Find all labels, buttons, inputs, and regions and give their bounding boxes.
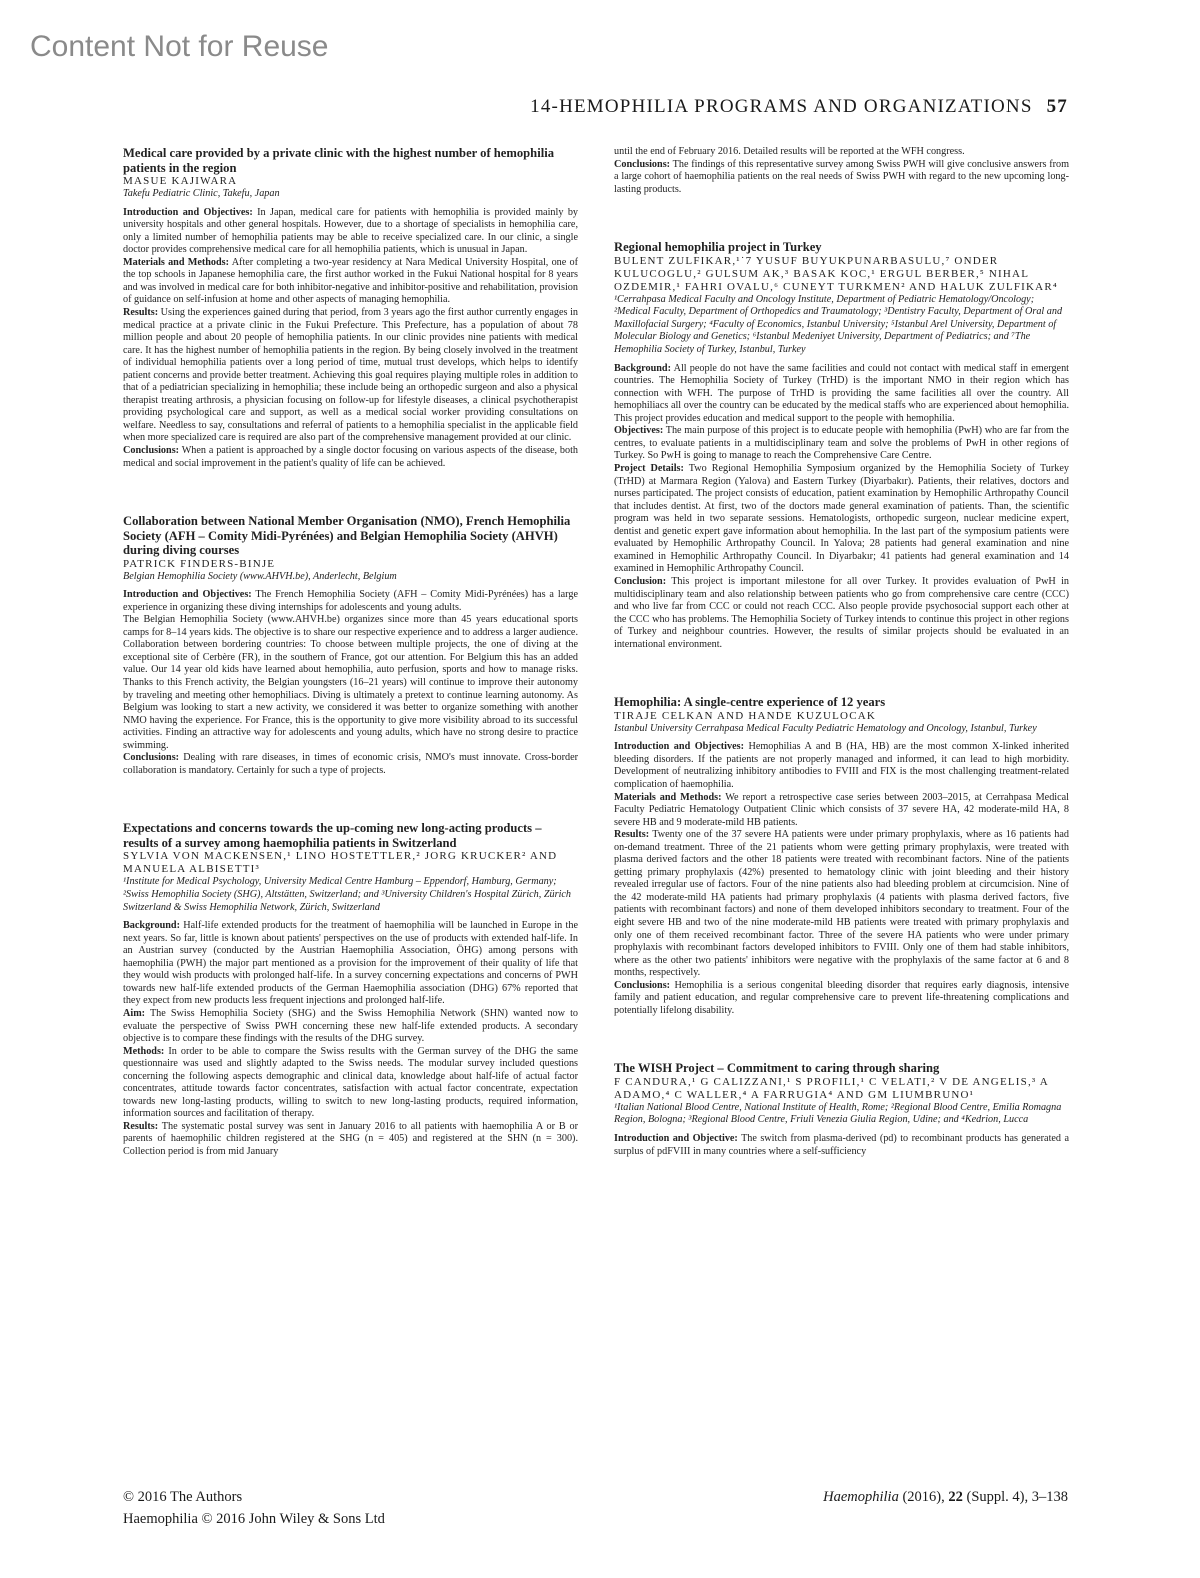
article-private-clinic [123, 146, 578, 470]
article-authors: PATRICK FINDERS-BINJE [123, 557, 276, 570]
journal-name: Haemophilia [823, 1489, 899, 1505]
section-methods [614, 792, 1069, 830]
section-text: The Belgian Hemophilia Society (www.AHVH.be) organizes since more than 45 years educational sports camps for 8–14 years kids. The objective is to share our respective experience and to address a larger audience. Collaboration between bordering countries: To choose between multiple projects, the one of diving at the exceptional site of Cerbère (FR), in the southern of France, got our attention. For Belgium this has an added value. Our 14 year old kids have learned about hemophilia, auto perfusion, sports and how to manage risks. Thanks to this French activity, the Belgian youngsters (16–21 years) will continue to improve their autonomy by traveling and meeting other hemophiliacs. Diving is ultimately a pretext to continue learning autonomy. As Belgium was looking to start a new activity, we considered it was better to organize something with another NMO having the experience. For France, this is the opportunity to give more visibility abroad to its successful activities. Finding an attractive way for adolescents and young adults, which have no strong desire to practice swimming. [123, 614, 578, 751]
section-text: The systematic postal survey was sent in January 2016 to all patients with haemophilia A or B or parents of haemophilic children registered at the SHG (n = 405) and registered at the SHN (n = 300). Collection period is from mid January [123, 1120, 578, 1157]
section-aim [123, 1008, 578, 1046]
section-text: The main purpose of this project is to educate people with hemophilia (PwH) who are far from the centres, to evaluate patients in a multidisciplinary team and solve the problems of PwH in other regions of Turkey. So PwH is going to manage to reach the Comprehensive Care Centre. [614, 425, 1069, 462]
section-methods [123, 1046, 578, 1121]
section-text: Hemophilia is a serious congenital bleeding disorder that requires early diagnosis, intensive family and patient education, and regular comprehensive care to prevent life-threatening complications and potentially lifelong disability. [614, 979, 1069, 1016]
section-heading: Conclusions: [123, 444, 180, 456]
section-text: This project is important milestone for all over Turkey. It provides evaluation of PwH in multidisciplinary team and also relationship between patients who go from comprehensive care centre (CCC) and who live far from CCC or could not reach CCC. Also people provide psychosocial support each other at the CCC who has problems. The Hemophilia Society of Turkey intends to continue this project in other regions of Turkey and neighbour countries. However, the results of similar projects should be evaluated in an international environment. [614, 575, 1069, 650]
section-results [123, 1121, 578, 1159]
section-methods [123, 257, 578, 307]
section-heading: Aim: [123, 1007, 146, 1019]
section-text: We report a retrospective case series between 2003–2015, at Cerrahpasa Medical Faculty Pediatric Hematology Outpatient Clinic which consists of 37 severe HA, 42 moderate-mild HA, 8 severe HB and 9 moderate-mild HB patients. [614, 791, 1069, 828]
section-conclusions [123, 445, 578, 470]
section-results [614, 829, 1069, 980]
section-text: When a patient is approached by a single doctor focusing on various aspects of the disease, both medical and social improvement in the patient's quality of life can be achieved. [123, 444, 578, 469]
article-diving-courses [123, 514, 578, 777]
section-text: Dealing with rare diseases, in times of economic crisis, NMO's must innovate. Cross-border collaboration is mandatory. Certainly for such a type of projects. [123, 752, 578, 776]
page-number: 57 [1046, 96, 1068, 117]
section-continuation [614, 146, 1069, 159]
footer-citation [823, 1486, 1068, 1508]
article-title: Expectations and concerns towards the up-coming new long-acting products – results of a survey among haemophilia patients in Switzerland [123, 821, 542, 850]
section-heading: Introduction and Objectives: [614, 741, 744, 753]
right-column [614, 146, 1069, 1202]
article-swiss-survey-continued [614, 146, 1069, 196]
article-authors: F CANDURA,¹ G CALIZZANI,¹ S PROFILI,¹ C VELATI,² V DE ANGELIS,³ A ADAMO,⁴ C WALLER,⁴ A FARRUGIA⁴ AND GM LIUMBRUNO¹ [614, 1075, 1049, 1101]
article-affiliation: ¹Cerrahpasa Medical Faculty and Oncology Institute, Department of Pediatric Hematology/Oncology; ²Medical Faculty, Department of Orthopedics and Traumatology; ³Dentistry Faculty, Department of Oral and Maxillofacial Surgery; ⁴Faculty of Economics, Istanbul University; ⁵Istanbul Arel University, Department of Molecular Biology and Genetics; ⁶Istanbul Medeniyet University, Department of Pediatrics; and ⁷The Hemophilia Society of Turkey, Istanbul, Turkey [614, 293, 1063, 356]
section-heading: Results: [123, 306, 159, 318]
section-heading: Conclusion: [614, 575, 667, 587]
article-turkey-project [614, 240, 1069, 651]
section-results [123, 307, 578, 445]
article-swiss-survey [123, 821, 578, 1158]
article-affiliation: Takefu Pediatric Clinic, Takefu, Japan [123, 188, 280, 199]
section-heading: Methods: [123, 1045, 165, 1057]
running-head [530, 96, 1068, 118]
article-affiliation: ¹Italian National Blood Centre, National Institute of Health, Rome; ²Regional Blood Centre, Emilia Romagna Region, Bologna; ³Regional Blood Centre, Friuli Venezia Giulia Region, Udine; and ⁴Kedrion, Lucca [614, 1101, 1062, 1126]
copyright-line: © 2016 The Authors [123, 1489, 243, 1505]
section-text: Hemophilias A and B (HA, HB) are the most common X-linked inherited bleeding disorders. If the patients are not properly managed and informed, it can lead to high morbidity. Development of neutralizing inhibitory antibodies to FVIII and FIX is the most challenging treatment-related complication of haemophilia. [614, 741, 1070, 790]
section-text: In order to be able to compare the Swiss results with the German survey of the DHG the same questionnaire was used and slightly adapted to the Swiss needs. The modular survey included questions concerning the following aspects demographic and clinical data, knowledge about half-life of actual factor concentrates, attitude towards factor concentrates, satisfaction with actual factor concentrate, expectation towards new long-lasting products, willing to switch to new long-lasting products, required information, information sources and facilitation of therapy. [123, 1045, 578, 1120]
article-title: Hemophilia: A single-centre experience of 12 years [614, 695, 886, 710]
section-project-details [614, 463, 1069, 576]
section-heading: Results: [123, 1120, 159, 1132]
section-heading: Materials and Methods: [123, 256, 230, 268]
section-introduction [123, 589, 578, 614]
section-text: Half-life extended products for the treatment of haemophilia will be launched in Europe in the next years. So far, little is known about patients' perspectives on the use of products with extended half-life. In an Austrian survey (conducted by the Austrian Haemophilia Association, ÖHG) among persons with haemophilia (PWH) the major part mentioned as a provision for the improvement of their quality of life that they would wish products with prolonged half-life. In a survey concerning expectations and concerns of PWH towards new half-life extended products of the German Haemophilia association (DHG) 67% reported that they expect from new products less frequent injections and prolonged half-life. [123, 920, 578, 1007]
section-background [614, 363, 1069, 426]
section-text: Two Regional Hemophilia Symposium organized by the Hemophilia Society of Turkey (TrHD) at Marmara Region (Yalova) and Eastern Turkey (Diyarbakır). Patients, their relatives, doctors and nurses participated. The project consists of education, patient examination by Hemophilic Arthropathy Council that includes dentist. At first, two of the doctors made general examination of patients. Than, the scientific program was held in two separate sessions. Hematologists, orthopedic surgeon, nuclear medicine expert, dentist and genetic expert gave information about hemophilia. In the last part of the symposium patients were evaluated by Hemophilic Arthropathy Council. In Yalova; 28 patients had general examination and nine examined in Hemophilic Arthropathy Council. In Diyarbakır; 41 patients had general examination and 14 examined in Hemophilic Arthropathy Council. [614, 463, 1070, 575]
section-heading: Project Details: [614, 463, 684, 475]
section-text: Twenty one of the 37 severe HA patients were under primary prophylaxis, where as 16 patients had on-demand treatment. Three of the 21 patients whom were getting primary prophylaxis, were treated with plasma derived factors and the other 18 patients were treated with recombinant factors. Nine of the patients getting primary prophylaxis (42%) presented to hematology clinic with joint bleeding and their history revealed irregular use of factors. Four of the nine patients also had bleeding problem at circumcision. Nine of the 42 moderate-mild HA patients had primary prophylaxis (4 patients with plasma derived factors, five patients with recombinant factors) and none of them developed inhibitors secondary to treatment. Four of the eight severe HB and two of the nine moderate-mild HB patients were treated with primary prophylaxis and only one of them received recombinant factor. Three of the severe HA patients who were under primary prophylaxis with recombinant factors developed inhibitors to FVIII. Only one of them had stable inhibitors, where as the other two patients' inhibitors were negative with the prophylaxis of the same factor at 6 and 8 months, respectively. [614, 829, 1069, 979]
article-affiliation: Belgian Hemophilia Society (www.AHVH.be), Anderlecht, Belgium [123, 570, 397, 582]
section-text: until the end of February 2016. Detailed results will be reported at the WFH congress. [614, 146, 965, 157]
section-conclusions [614, 159, 1069, 197]
section-text: Using the experiences gained during that period, from 3 years ago the first author currently engages in medical practice at a private clinic in the Fukui Prefecture. This Prefecture, has a population of about 78 million people and about 20 people of hemophilia patients. In our clinic provides nine patients with medical care. It has the highest number of hemophilia patients in the region. By being closely involved in the treatment of individual hemophilia patients over a long period of time, mutual trust develops, which helps to identify patient concerns and provide better treatment. Achieving this goal requires playing multiple roles in addition to that of a pediatrician specializing in hemophilia; these include being an orthopedic surgeon and also a physical therapist treating arthrosis, a physician focusing on follow-up for lifestyle diseases, a clinical psychotherapist providing psychological care and support, as well as a medical social worker providing consultations on welfare. Needless to say, consultations and referral of patients to a hemophilia specialist in the applicable field when more specialized care is required are also part of the comprehensive management provided at our clinic. [123, 306, 578, 444]
section-heading: Materials and Methods: [614, 791, 722, 803]
article-wish-project [614, 1061, 1069, 1158]
article-title: Collaboration between National Member Organisation (NMO), French Hemophilia Society (AFH – Comity Midi-Pyrénées) and Belgian Hemophilia Society (AHVH) during diving courses [123, 514, 571, 558]
section-text: The findings of this representative survey among Swiss PWH will give conclusive answers from a large cohort of haemophilia patients on the real needs of Swiss PWH with regard to the new upcoming long-lasting products. [614, 158, 1069, 195]
article-single-centre [614, 695, 1069, 1017]
section-objectives [614, 425, 1069, 463]
section-conclusion [614, 576, 1069, 651]
section-heading: Conclusions: [614, 979, 671, 991]
left-column [123, 146, 578, 1203]
article-affiliation: Istanbul University Cerrahpasa Medical Faculty Pediatric Hematology and Oncology, Istanbul, Turkey [614, 722, 1037, 734]
section-introduction [614, 741, 1069, 791]
section-heading: Background: [123, 920, 180, 932]
section-heading: Results: [614, 829, 650, 841]
article-title: Regional hemophilia project in Turkey [614, 240, 822, 255]
journal-year: (2016), [902, 1489, 945, 1505]
watermark: Content Not for Reuse [30, 30, 329, 63]
section-text: The switch from plasma-derived (pd) to recombinant products has generated a surplus of pdFVIII in many countries where a self-sufficiency [614, 1133, 1069, 1157]
section-body [123, 614, 578, 752]
section-heading: Background: [614, 362, 671, 374]
article-authors: MASUE KAJIWARA [123, 175, 238, 187]
section-text: The French Hemophilia Society (AFH – Comity Midi-Pyrénées) has a large experience in organizing these diving internships for adolescents and young adults. [123, 589, 578, 613]
section-heading: Introduction and Objectives: [123, 206, 253, 218]
section-text: In Japan, medical care for patients with hemophilia is provided mainly by university hospitals and other general hospitals. However, due to a shortage of specialists in hemophilia care, only a limited number of hemophilia patients may be able to receive specialized care. In our clinic, a single doctor provides comprehensive medical care for all hemophilia patients, which is unusual in Japan. [123, 206, 579, 256]
section-text: After completing a two-year residency at Nara Medical University Hospital, one of the top schools in Japanese hemophilia care, the first author worked in the Fukui National hospital for 8 years and was involved in medical care for both inhibitor-negative and inhibitor-positive and rehabilitation, provision of guidance on self-infusion at home and other aspects of managing hemophilia. [123, 256, 578, 306]
article-affiliation: ¹Institute for Medical Psychology, University Medical Centre Hamburg – Eppendorf, Hamburg, Germany; ²Swiss Hemophilia Society (SHG), Altstätten, Switzerland; and ³University Children's Hospital Zürich, Zürich Switzerland & Swiss Hemophilia Network, Zürich, Switzerland [123, 876, 572, 913]
footer-copyright [123, 1486, 385, 1530]
article-authors: BULENT ZULFIKAR,¹˙7 YUSUF BUYUKPUNARBASULU,⁷ ONDER KULUCOGLU,² GULSUM AK,³ BASAK KOC,¹ ERGUL BERBER,⁵ NIHAL OZDEMIR,¹ FAHRI OVALU,⁶ CUNEYT TURKMEN² AND HALUK ZULFIKAR⁴ [614, 254, 1058, 293]
section-background [123, 920, 578, 1008]
section-introduction [123, 207, 578, 257]
section-heading: Introduction and Objectives: [123, 589, 252, 601]
copyright-line: Haemophilia © 2016 John Wiley & Sons Ltd [123, 1511, 385, 1527]
section-title: 14-HEMOPHILIA PROGRAMS AND ORGANIZATIONS [530, 96, 1033, 117]
article-title: Medical care provided by a private clinic with the highest number of hemophilia patients in the region [123, 146, 554, 175]
section-text: All people do not have the same facilities and could not contact with medical staff in emergent countries. The Hemophilia Society of Turkey (TrHD) is the important NMO in their region which has connection with WFH. The purpose of TrHD is providing the same facilities all over the country. All hemophiliacs all over the country can be educated by the medical staffs who are experienced about hemophilia. This project provides education and medical support to the people with hemophilia. [614, 362, 1069, 424]
section-heading: Conclusions: [123, 752, 180, 764]
section-heading: Introduction and Objective: [614, 1133, 738, 1145]
section-conclusions [123, 752, 578, 777]
section-conclusions [614, 980, 1069, 1018]
section-text: The Swiss Hemophilia Society (SHG) and the Swiss Hemophilia Network (SHN) wanted now to evaluate the perspective of Swiss PWH concerning these new half-life extended products. A secondary objective is to compare these findings with the results of the DHG survey. [123, 1007, 578, 1045]
journal-volume: 22 [948, 1489, 963, 1505]
article-authors: SYLVIA VON MACKENSEN,¹ LINO HOSTETTLER,² JORG KRUCKER² AND MANUELA ALBISETTI³ [123, 850, 558, 876]
section-heading: Objectives: [614, 425, 664, 437]
article-authors: TIRAJE CELKAN AND HANDE KUZULOCAK [614, 709, 877, 722]
journal-issue-pages: (Suppl. 4), 3–138 [966, 1489, 1068, 1505]
section-introduction [614, 1133, 1069, 1158]
section-heading: Conclusions: [614, 158, 671, 170]
article-title: The WISH Project – Commitment to caring through sharing [614, 1061, 940, 1076]
